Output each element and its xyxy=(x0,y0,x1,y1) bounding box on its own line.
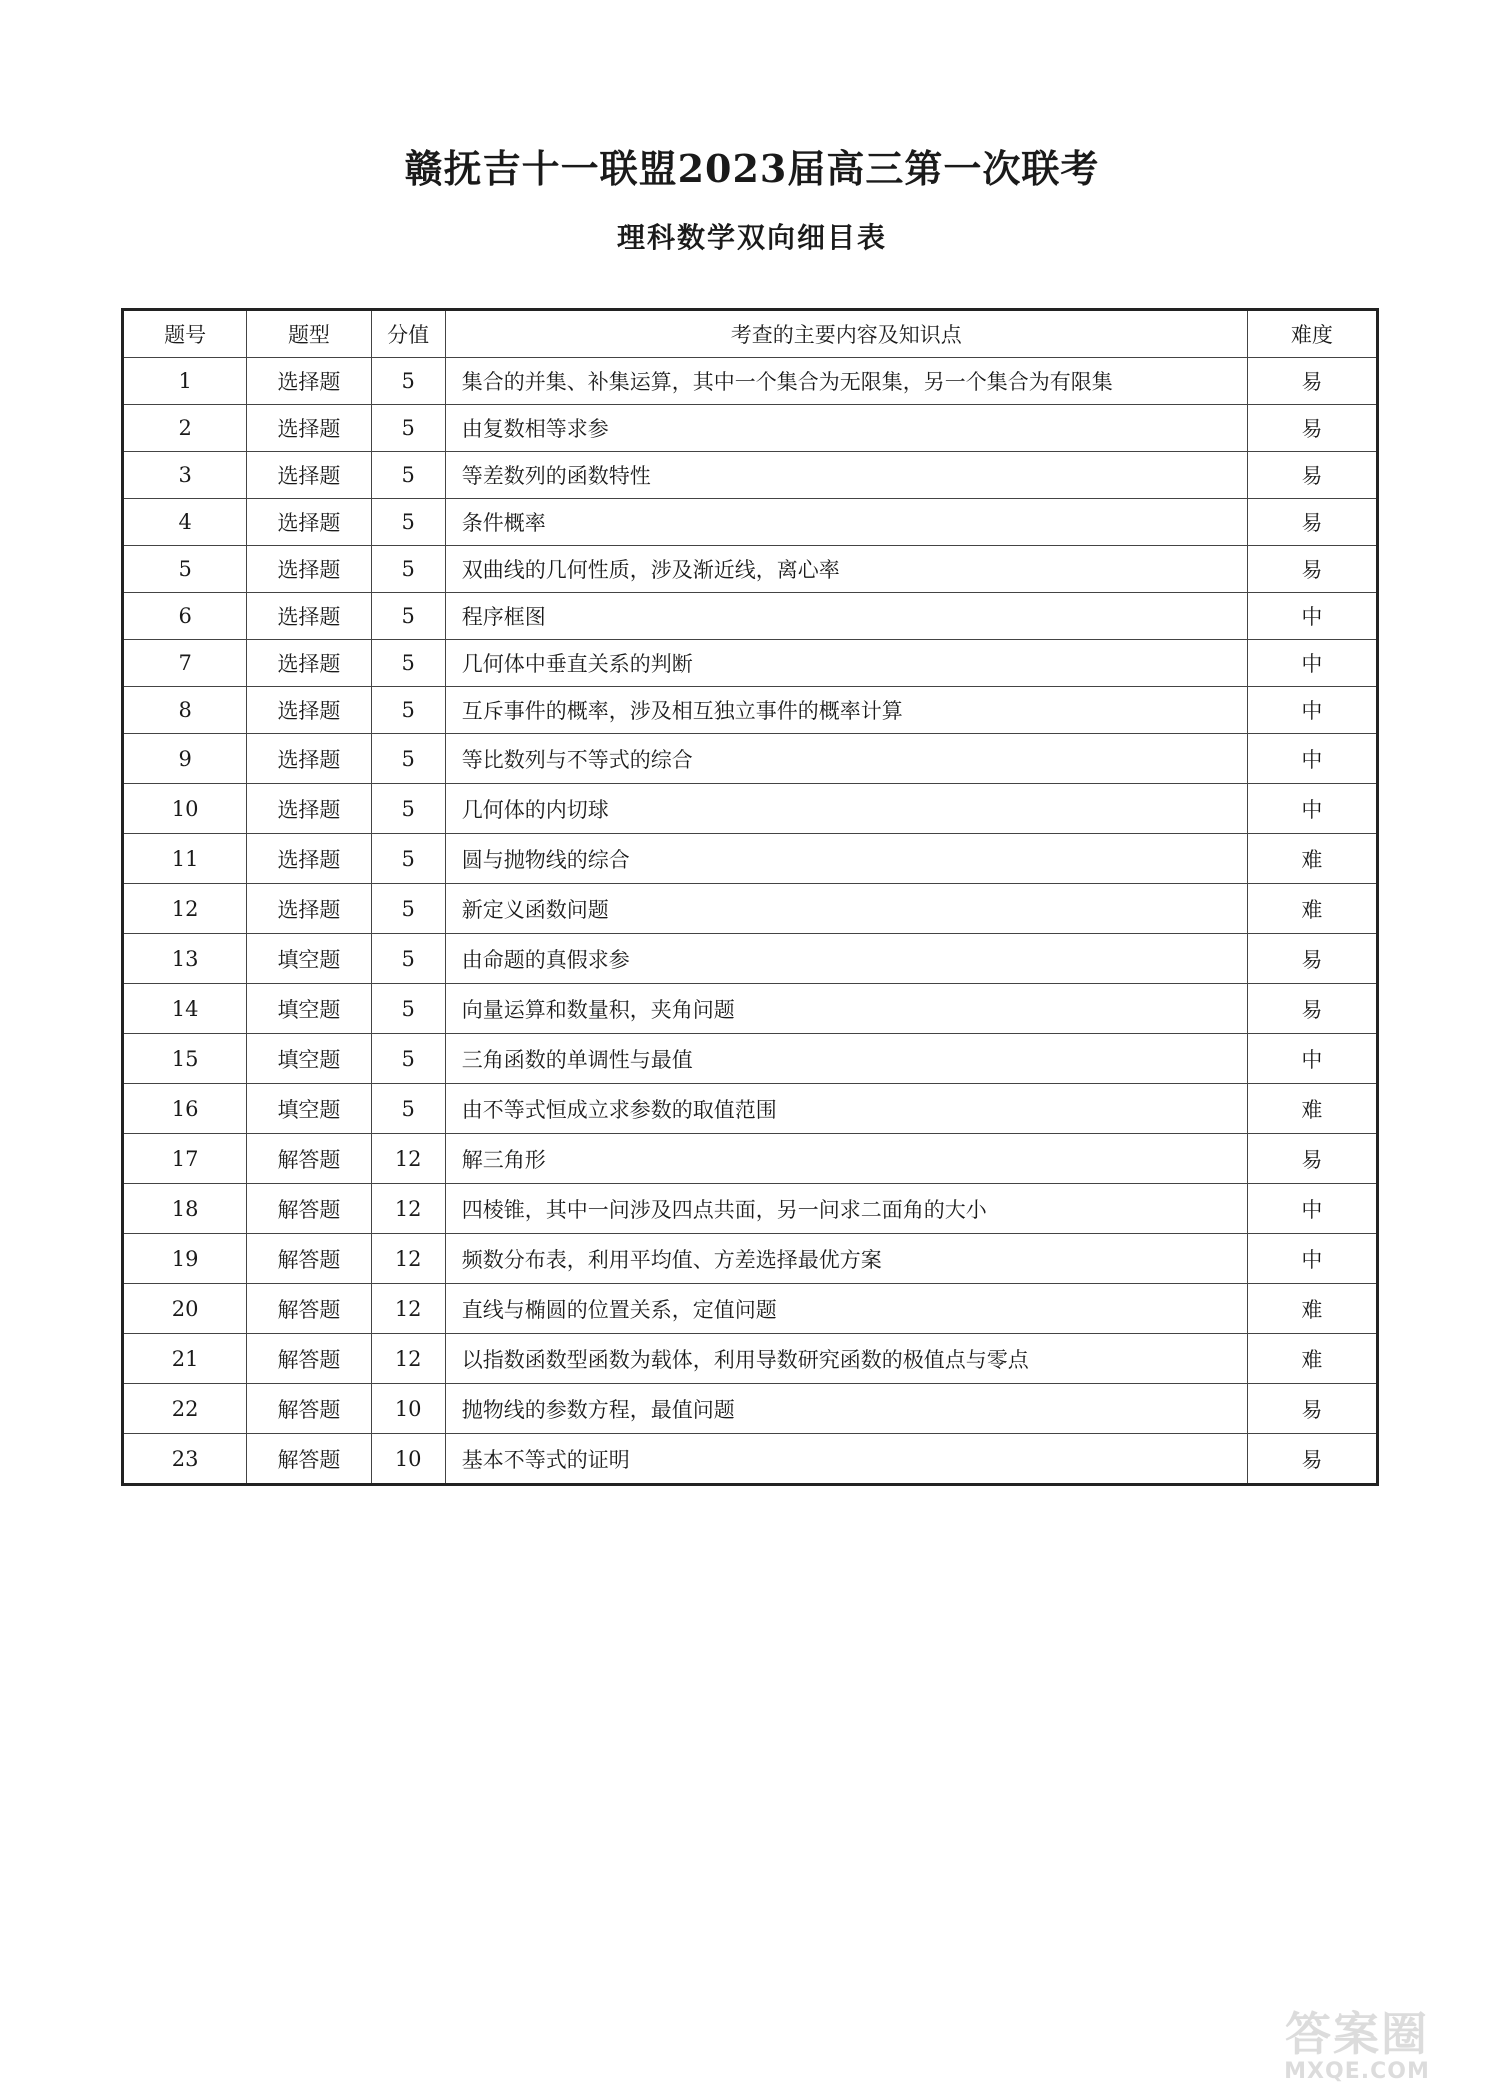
cell-content: 几何体的内切球 xyxy=(445,784,1247,834)
cell-score: 12 xyxy=(371,1134,445,1184)
table-row xyxy=(123,984,1378,1034)
table-row xyxy=(123,934,1378,984)
header-question-type: 题型 xyxy=(247,310,371,358)
cell-content: 程序框图 xyxy=(445,593,1247,640)
cell-question-number: 17 xyxy=(123,1134,247,1184)
table-body xyxy=(123,358,1378,1485)
cell-score: 5 xyxy=(371,499,445,546)
cell-question-number: 14 xyxy=(123,984,247,1034)
cell-difficulty: 中 xyxy=(1247,1034,1377,1084)
cell-content: 几何体中垂直关系的判断 xyxy=(445,640,1247,687)
cell-question-type: 选择题 xyxy=(247,640,371,687)
cell-score: 5 xyxy=(371,734,445,784)
table-header-row xyxy=(123,310,1378,358)
cell-score: 5 xyxy=(371,1034,445,1084)
cell-difficulty: 中 xyxy=(1247,734,1377,784)
table-row xyxy=(123,834,1378,884)
cell-difficulty: 易 xyxy=(1247,934,1377,984)
table-row xyxy=(123,1084,1378,1134)
cell-question-type: 解答题 xyxy=(247,1384,371,1434)
cell-difficulty: 难 xyxy=(1247,834,1377,884)
table-row xyxy=(123,1234,1378,1284)
cell-question-number: 19 xyxy=(123,1234,247,1284)
cell-question-number: 2 xyxy=(123,405,247,452)
cell-score: 5 xyxy=(371,934,445,984)
table-row xyxy=(123,640,1378,687)
cell-difficulty: 难 xyxy=(1247,1334,1377,1384)
cell-question-number: 20 xyxy=(123,1284,247,1334)
cell-question-type: 解答题 xyxy=(247,1284,371,1334)
cell-score: 5 xyxy=(371,834,445,884)
cell-content: 频数分布表，利用平均值、方差选择最优方案 xyxy=(445,1234,1247,1284)
header-content: 考查的主要内容及知识点 xyxy=(445,310,1247,358)
table-row xyxy=(123,499,1378,546)
cell-question-number: 22 xyxy=(123,1384,247,1434)
cell-difficulty: 难 xyxy=(1247,884,1377,934)
cell-question-type: 解答题 xyxy=(247,1184,371,1234)
cell-content: 由命题的真假求参 xyxy=(445,934,1247,984)
cell-question-type: 解答题 xyxy=(247,1234,371,1284)
header-difficulty: 难度 xyxy=(1247,310,1377,358)
cell-difficulty: 易 xyxy=(1247,1134,1377,1184)
cell-question-type: 填空题 xyxy=(247,934,371,984)
cell-score: 5 xyxy=(371,784,445,834)
table-row xyxy=(123,593,1378,640)
cell-question-type: 填空题 xyxy=(247,984,371,1034)
cell-question-number: 13 xyxy=(123,934,247,984)
cell-question-number: 11 xyxy=(123,834,247,884)
cell-content: 等比数列与不等式的综合 xyxy=(445,734,1247,784)
cell-difficulty: 易 xyxy=(1247,984,1377,1034)
cell-content: 由复数相等求参 xyxy=(445,405,1247,452)
cell-question-type: 解答题 xyxy=(247,1434,371,1485)
table-row xyxy=(123,452,1378,499)
cell-score: 5 xyxy=(371,984,445,1034)
cell-difficulty: 中 xyxy=(1247,1234,1377,1284)
header-question-number: 题号 xyxy=(123,310,247,358)
cell-score: 5 xyxy=(371,358,445,405)
cell-question-type: 选择题 xyxy=(247,499,371,546)
header-score: 分值 xyxy=(371,310,445,358)
table-row xyxy=(123,1384,1378,1434)
cell-content: 条件概率 xyxy=(445,499,1247,546)
cell-difficulty: 中 xyxy=(1247,784,1377,834)
cell-question-number: 1 xyxy=(123,358,247,405)
table-row xyxy=(123,1134,1378,1184)
cell-difficulty: 难 xyxy=(1247,1284,1377,1334)
table-row xyxy=(123,1034,1378,1084)
cell-question-number: 3 xyxy=(123,452,247,499)
cell-score: 10 xyxy=(371,1434,445,1485)
cell-question-type: 选择题 xyxy=(247,405,371,452)
table-row xyxy=(123,784,1378,834)
cell-question-type: 解答题 xyxy=(247,1134,371,1184)
cell-content: 由不等式恒成立求参数的取值范围 xyxy=(445,1084,1247,1134)
table-row xyxy=(123,405,1378,452)
cell-difficulty: 易 xyxy=(1247,1434,1377,1485)
table-row xyxy=(123,734,1378,784)
cell-difficulty: 易 xyxy=(1247,405,1377,452)
cell-content: 集合的并集、补集运算，其中一个集合为无限集，另一个集合为有限集 xyxy=(445,358,1247,405)
cell-question-type: 选择题 xyxy=(247,784,371,834)
cell-content: 直线与椭圆的位置关系，定值问题 xyxy=(445,1284,1247,1334)
cell-content: 三角函数的单调性与最值 xyxy=(445,1034,1247,1084)
table-row xyxy=(123,1184,1378,1234)
cell-score: 5 xyxy=(371,640,445,687)
cell-score: 12 xyxy=(371,1284,445,1334)
cell-question-type: 解答题 xyxy=(247,1334,371,1384)
cell-question-type: 选择题 xyxy=(247,546,371,593)
cell-score: 5 xyxy=(371,452,445,499)
cell-content: 向量运算和数量积，夹角问题 xyxy=(445,984,1247,1034)
cell-content: 新定义函数问题 xyxy=(445,884,1247,934)
cell-difficulty: 中 xyxy=(1247,687,1377,734)
table-row xyxy=(123,1334,1378,1384)
table-row xyxy=(123,687,1378,734)
cell-question-type: 选择题 xyxy=(247,452,371,499)
cell-difficulty: 易 xyxy=(1247,1384,1377,1434)
cell-content: 基本不等式的证明 xyxy=(445,1434,1247,1485)
cell-content: 等差数列的函数特性 xyxy=(445,452,1247,499)
cell-difficulty: 难 xyxy=(1247,1084,1377,1134)
cell-difficulty: 中 xyxy=(1247,593,1377,640)
cell-score: 12 xyxy=(371,1334,445,1384)
cell-question-type: 选择题 xyxy=(247,687,371,734)
cell-question-type: 选择题 xyxy=(247,593,371,640)
cell-question-number: 21 xyxy=(123,1334,247,1384)
cell-question-type: 填空题 xyxy=(247,1034,371,1084)
watermark-main: 答案圈 xyxy=(1285,2007,1429,2061)
cell-question-number: 4 xyxy=(123,499,247,546)
cell-content: 互斥事件的概率，涉及相互独立事件的概率计算 xyxy=(445,687,1247,734)
document-title: 赣抚吉十一联盟2023届高三第一次联考 xyxy=(404,146,1100,191)
cell-question-number: 18 xyxy=(123,1184,247,1234)
cell-question-type: 选择题 xyxy=(247,358,371,405)
cell-score: 5 xyxy=(371,546,445,593)
cell-score: 10 xyxy=(371,1384,445,1434)
cell-content: 抛物线的参数方程，最值问题 xyxy=(445,1384,1247,1434)
cell-question-type: 选择题 xyxy=(247,834,371,884)
cell-content: 以指数函数型函数为载体，利用导数研究函数的极值点与零点 xyxy=(445,1334,1247,1384)
cell-score: 5 xyxy=(371,405,445,452)
cell-content: 解三角形 xyxy=(445,1134,1247,1184)
document-subtitle: 理科数学双向细目表 xyxy=(616,221,887,254)
cell-score: 5 xyxy=(371,593,445,640)
cell-question-number: 9 xyxy=(123,734,247,784)
cell-score: 12 xyxy=(371,1234,445,1284)
cell-difficulty: 易 xyxy=(1247,499,1377,546)
table-row xyxy=(123,1434,1378,1485)
cell-content: 四棱锥，其中一问涉及四点共面，另一问求二面角的大小 xyxy=(445,1184,1247,1234)
cell-difficulty: 中 xyxy=(1247,640,1377,687)
cell-question-number: 8 xyxy=(123,687,247,734)
cell-content: 圆与抛物线的综合 xyxy=(445,834,1247,884)
table-row xyxy=(123,1284,1378,1334)
watermark-logo xyxy=(1232,2008,1482,2086)
cell-question-number: 12 xyxy=(123,884,247,934)
table-row xyxy=(123,884,1378,934)
cell-question-type: 选择题 xyxy=(247,734,371,784)
cell-question-number: 10 xyxy=(123,784,247,834)
cell-content: 双曲线的几何性质，涉及渐近线，离心率 xyxy=(445,546,1247,593)
cell-question-number: 7 xyxy=(123,640,247,687)
cell-question-number: 16 xyxy=(123,1084,247,1134)
cell-score: 5 xyxy=(371,1084,445,1134)
cell-question-number: 6 xyxy=(123,593,247,640)
cell-question-type: 选择题 xyxy=(247,884,371,934)
cell-difficulty: 易 xyxy=(1247,546,1377,593)
cell-score: 5 xyxy=(371,687,445,734)
cell-difficulty: 易 xyxy=(1247,452,1377,499)
cell-score: 12 xyxy=(371,1184,445,1234)
table-row xyxy=(123,358,1378,405)
cell-difficulty: 中 xyxy=(1247,1184,1377,1234)
cell-question-number: 5 xyxy=(123,546,247,593)
cell-difficulty: 易 xyxy=(1247,358,1377,405)
cell-question-number: 15 xyxy=(123,1034,247,1084)
detail-table xyxy=(121,308,1379,1486)
cell-question-type: 填空题 xyxy=(247,1084,371,1134)
table-row xyxy=(123,546,1378,593)
cell-question-number: 23 xyxy=(123,1434,247,1485)
watermark-sub: MXQE.COM xyxy=(1284,2059,1430,2084)
cell-score: 5 xyxy=(371,884,445,934)
